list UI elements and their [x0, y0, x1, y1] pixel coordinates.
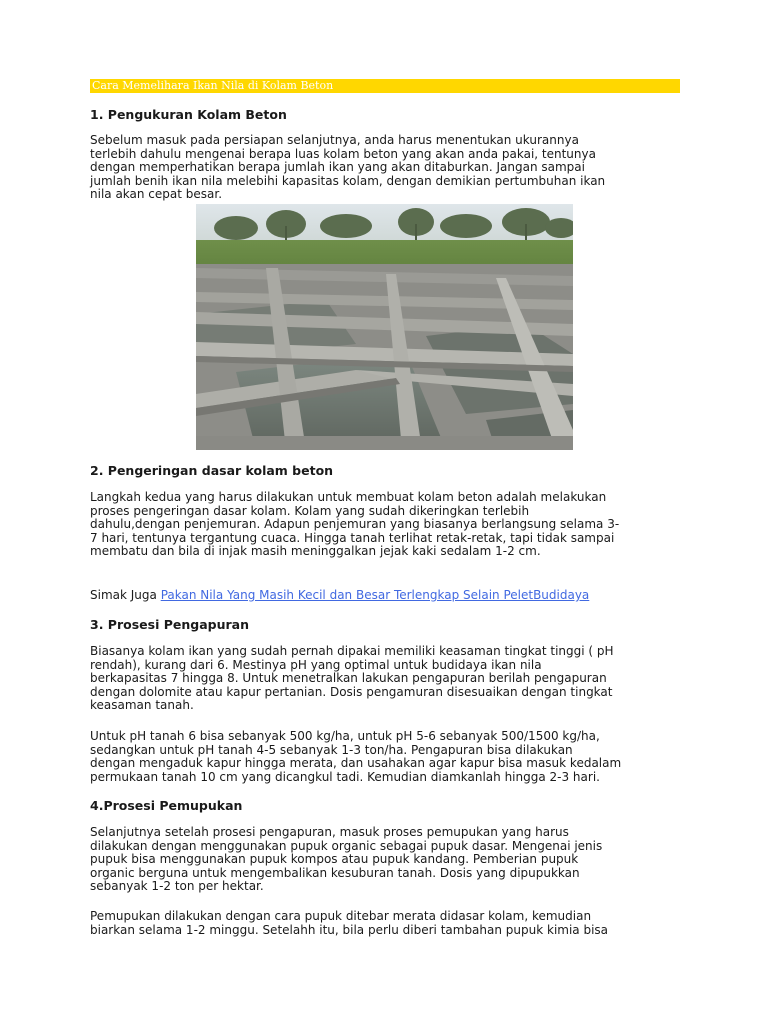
- section-4-paragraph-1: Selanjutnya setelah prosesi pengapuran, masuk proses pemupukan yang harus dilakukan dengan menggunakan pupuk organic sebagai pupuk dasar. Mengenai jenis pupuk bisa menggunakan pupuk kompos atau pupuk kandang. Pemberian pupuk organic berguna untuk mengembalikan kesuburan tanah. Dosis yang dipupukkan sebanyak 1-2 ton per hektar.: [90, 825, 603, 894]
- section-4-paragraph-2: Pemupukan dilakukan dengan cara pupuk ditebar merata didasar kolam, kemudian biarkan selama 1-2 minggu. Setelahh itu, bila perlu diberi tambahan pupuk kimia bisa: [90, 909, 609, 937]
- section-3-paragraph-2: Untuk pH tanah 6 bisa sebanyak 500 kg/ha, untuk pH 5-6 sebanyak 500/1500 kg/ha, sedangkan untuk pH tanah 4-5 sebanyak 1-3 ton/ha. Pengapuran bisa dilakukan dengan mengaduk kapur hingga merata, dan usahakan agar kapur bisa masuk kedalam permukaan tanah 10 cm yang dicangkul tadi. Kemudian diamkanlah hingga 2-3 hari.: [90, 729, 622, 784]
- section-3-heading: 3. Prosesi Pengapuran: [90, 617, 249, 632]
- document-page: [90, 79, 680, 93]
- section-4-heading: 4.Prosesi Pemupukan: [90, 798, 243, 813]
- section-3-paragraph-1: Biasanya kolam ikan yang sudah pernah dipakai memiliki keasaman tingkat tinggi ( pH rendah), kurang dari 6. Mestinya pH yang optimal untuk budidaya ikan nila berkapasitas 7 hingga 8. Untuk menetralkan lakukan pengapuran berilah pengapuran dengan dolomite atau kapur pertanian. Dosis pengamuran disesuaikan dengan tingkat keasaman tanah.: [90, 644, 614, 713]
- see-also-link[interactable]: Pakan Nila Yang Masih Kecil dan Besar Terlengkap Selain PeletBudidaya: [160, 588, 590, 602]
- see-also-line: [90, 589, 680, 603]
- document-title-bar: Cara Memelihara Ikan Nila di Kolam Beton: [90, 79, 680, 93]
- see-also-prefix: Simak Juga: [90, 588, 161, 602]
- section-1-paragraph: Sebelum masuk pada persiapan selanjutnya, anda harus menentukan ukurannya terlebih dahulu mengenai berapa luas kolam beton yang akan anda pakai, tentunya dengan memperhatikan berapa jumlah ikan yang akan ditaburkan. Jangan sampai jumlah benih ikan nila melebihi kapasitas kolam, dengan demikian pertumbuhan ikan nila akan cepat besar.: [90, 133, 606, 202]
- section-2-heading: 2. Pengeringan dasar kolam beton: [90, 463, 334, 478]
- section-1-heading: 1. Pengukuran Kolam Beton: [90, 107, 287, 122]
- section-2-paragraph: Langkah kedua yang harus dilakukan untuk membuat kolam beton adalah melakukan proses pengeringan dasar kolam. Kolam yang sudah dikeringkan terlebih dahulu,dengan penjemuran. Adapun penjemuran yang biasanya berlangsung selama 3- 7 hari, tentunya tergantung cuaca. Hingga tanah terlihat retak-retak, tapi tidak sampai membatu dan bila di injak masih meninggalkan jejak kaki sedalam 1-2 cm.: [90, 490, 620, 559]
- concrete-fish-pond-photo: [196, 204, 573, 450]
